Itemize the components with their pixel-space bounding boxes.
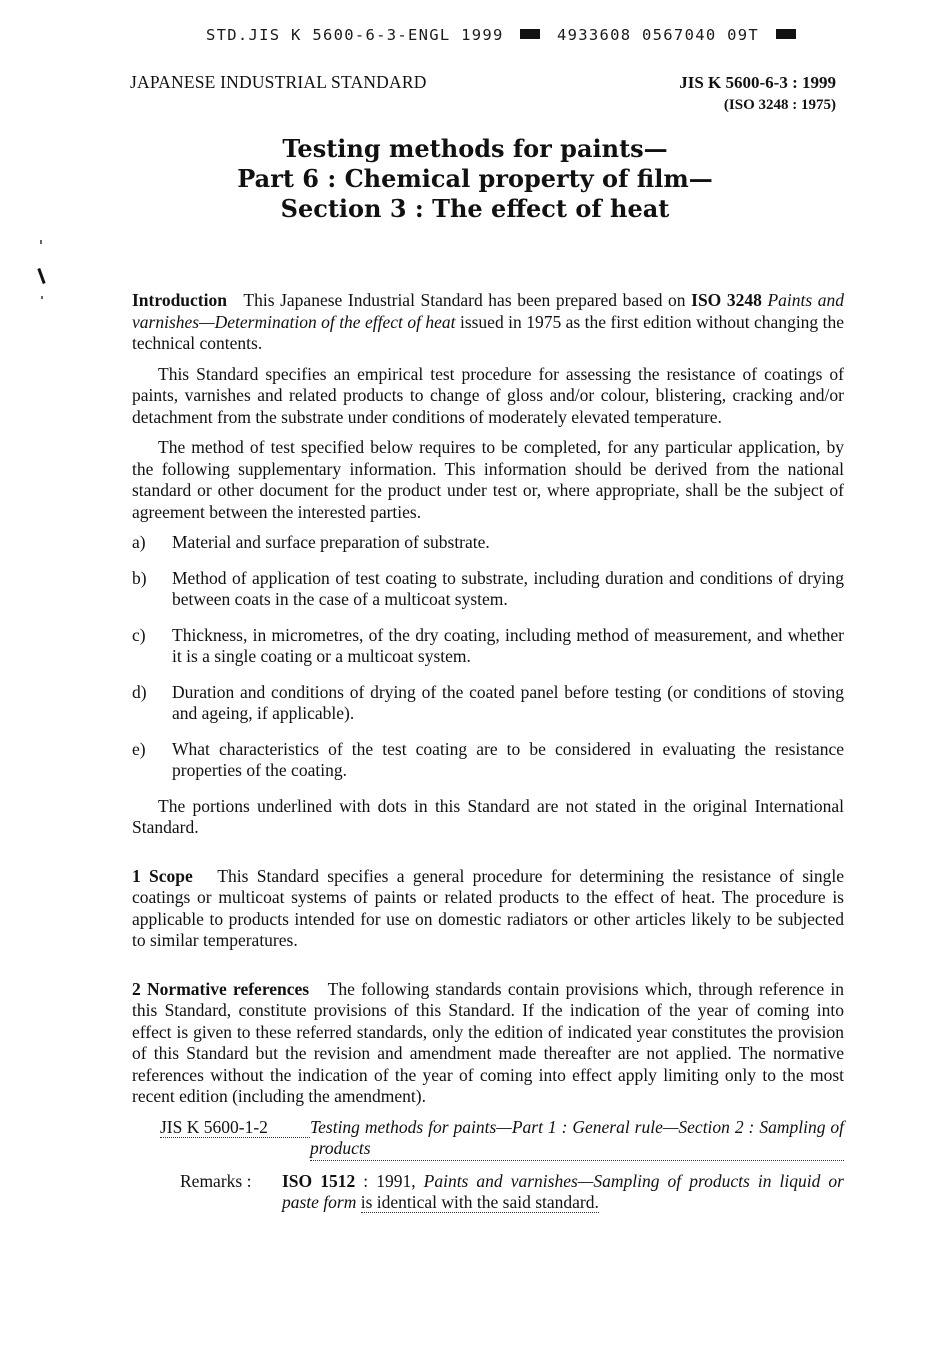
- list-item-label: b): [132, 567, 147, 588]
- title-line-1: Testing methods for paints—: [282, 134, 668, 163]
- remarks-iso: ISO 1512: [282, 1170, 356, 1191]
- list-item-label: e): [132, 738, 146, 759]
- iso-number: (ISO 3248 : 1975): [723, 97, 836, 113]
- document-title: [100, 134, 850, 224]
- list-item-text: Material and surface preparation of substrate.: [172, 532, 490, 552]
- scan-header-right: 4933608 0567040 09T: [556, 26, 759, 44]
- standard-org: JAPANESE INDUSTRIAL STANDARD: [130, 72, 427, 92]
- scan-speck: [40, 240, 42, 244]
- remarks-label: Remarks :: [180, 1170, 252, 1191]
- list-item-label: d): [132, 681, 147, 702]
- scope-section: [132, 866, 844, 952]
- scope-heading: 1 Scope: [132, 865, 193, 886]
- intro-text-b: issued in 1975 as the first edition without changing the technical contents.: [132, 311, 844, 353]
- list-item: [132, 682, 844, 725]
- list-item: [132, 625, 844, 668]
- reference-title: Testing methods for paints—Part 1 : General rule—Section 2 : Sampling of products: [310, 1117, 844, 1161]
- list-item-text: Method of application of test coating to substrate, including duration and conditions of drying between coats in the case of a multicoat system.: [172, 567, 844, 609]
- intro-text-a: This Japanese Industrial Standard has been prepared based on: [243, 290, 686, 310]
- title-line-3: Section 3 : The effect of heat: [280, 194, 670, 223]
- intro-paragraph: [132, 290, 844, 355]
- remarks-row: [180, 1171, 844, 1214]
- remarks-iso-title: Paints and varnishes—Sampling of products in liquid or paste form: [282, 1170, 844, 1212]
- intro-paragraph-4: The portions underlined with dots in this Standard are not stated in the original International Standard.: [132, 795, 844, 837]
- scan-block-mark: [520, 29, 540, 39]
- list-item: [132, 739, 844, 782]
- section-gap: [132, 848, 844, 866]
- reference-entry: [160, 1117, 844, 1161]
- scope-text: This Standard specifies a general procedure for determining the resistance of single coatings or multicoat systems of paints or related products to the effect of heat. The procedure is applicable to products intended for use on domestic radiators or other articles likely to be subjected to similar temperatures.: [132, 865, 845, 950]
- jis-number: JIS K 5600-6-3 : 1999: [679, 73, 836, 92]
- title-line-2: Part 6 : Chemical property of film—: [237, 164, 713, 193]
- reference-row: [160, 1117, 844, 1161]
- standard-number-block: [679, 72, 836, 116]
- scan-block-mark-end: [776, 29, 796, 39]
- normative-heading: 2 Normative references: [132, 978, 310, 999]
- list-item-text: Duration and conditions of drying of the coated panel before testing (or conditions of stoving and ageing, if applicable).: [172, 681, 844, 723]
- scan-header-left: STD.JIS K 5600-6-3-ENGL 1999: [206, 26, 504, 44]
- normative-text: The following standards contain provisions which, through reference in this Standard, constitute provisions of this Standard. If the indication of the year of coming into effect is given to these referred standards, only the edition of indicated year constitutes the provision of this Standard but the revision and amendment made thereafter are not applied. The normative references without the indication of the year of coming into effect apply limiting only to the most recent edition (including the amendment).: [132, 978, 844, 1106]
- intro-paragraph-2: This Standard specifies an empirical test procedure for assessing the resistance of coatings of paints, varnishes and related products to change of gloss and/or colour, blistering, cracking and/or detachment from the substrate under conditions of moderately elevated temperature.: [132, 363, 844, 427]
- intro-iso-title: Paints and varnishes—Determination of the effect of heat: [132, 290, 845, 332]
- intro-paragraph-3: The method of test specified below requires to be completed, for any particular application, by the following supplementary information. This information should be derived from the national standard or other document for the product under test or, where appropriate, shall be the subject of agreement between the interested parties.: [132, 437, 844, 522]
- scan-speck: [41, 296, 43, 299]
- intro-heading: Introduction: [132, 290, 227, 310]
- remarks-year: : 1991,: [363, 1170, 416, 1191]
- remarks-tail: is identical with the said standard.: [360, 1192, 599, 1212]
- list-item: [132, 532, 844, 554]
- remarks-text: [282, 1171, 844, 1214]
- scan-header-line: [206, 26, 846, 44]
- normative-section: [132, 979, 844, 1108]
- document-body: [132, 290, 844, 1214]
- list-item-label: c): [132, 624, 146, 645]
- section-gap: [132, 961, 844, 979]
- list-item-label: a): [132, 532, 146, 552]
- list-item: [132, 568, 844, 611]
- supplementary-info-list: [132, 532, 844, 782]
- list-item-text: What characteristics of the test coating are to be considered in evaluating the resistance properties of the coating.: [172, 738, 844, 780]
- list-item-text: Thickness, in micrometres, of the dry coating, including method of measurement, and whether it is a single coating or a multicoat system.: [172, 624, 844, 666]
- reference-code: JIS K 5600-1-2: [160, 1117, 310, 1138]
- scan-margin-mark: [37, 268, 45, 284]
- intro-iso-ref: ISO 3248: [691, 290, 762, 310]
